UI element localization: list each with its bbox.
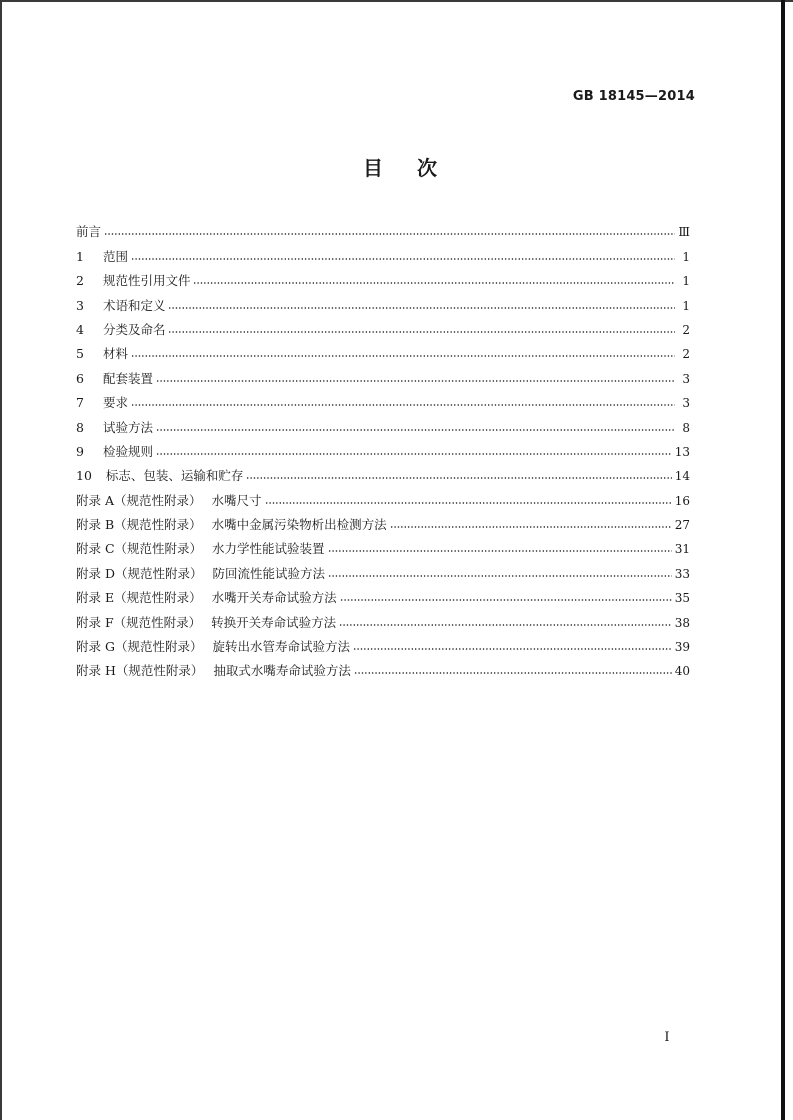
toc-entry-page: 14 [674,469,690,484]
toc-leader-dots [339,622,672,628]
toc-entry-page: Ⅲ [678,225,690,240]
toc-leader-dots [168,329,675,335]
toc-entry-label: 规范性引用文件 [102,273,191,289]
toc-entry-label: 水力学性能试验装置 [212,541,325,557]
toc-entry[interactable] [76,484,690,508]
toc-entry-number: 附录 H（规范性附录） [76,663,204,679]
toc-entry[interactable] [76,460,690,484]
toc-entry-page: 16 [674,493,690,508]
toc-entry-number: 附录 A（规范性附录） [76,492,202,508]
toc-leader-dots [156,427,675,433]
toc-entry-label: 防回流性能试验方法 [212,565,326,581]
toc-entry-label: 抽取式水嘴寿命试验方法 [213,663,351,679]
toc-entry-number: 2 [76,273,84,289]
toc-entry-page: 8 [682,420,690,435]
toc-leader-dots [246,475,671,481]
toc-entry-label: 转换开关寿命试验方法 [211,614,337,630]
toc-entry-number: 6 [76,370,84,386]
toc-entry[interactable] [76,436,690,460]
toc-entry[interactable] [76,362,690,386]
toc-entry-label: 分类及命名 [102,321,166,337]
toc-entry-label: 前言 [76,224,102,240]
table-of-contents [76,216,690,679]
toc-entry-page: 35 [674,591,690,606]
toc-leader-dots [131,402,675,408]
toc-entry[interactable] [76,240,690,264]
toc-entry-label: 检验规则 [102,443,153,459]
toc-leader-dots [156,378,675,384]
toc-entry-label: 标志、包装、运输和贮存 [105,468,244,484]
toc-entry-page: 1 [682,249,690,264]
scan-left-edge [0,0,2,1120]
toc-entry-number: 4 [76,321,84,337]
toc-entry-page: 31 [674,542,690,557]
toc-leader-dots [265,500,672,506]
toc-entry-number: 1 [76,248,84,264]
toc-entry[interactable] [76,387,690,411]
toc-leader-dots [131,353,675,359]
toc-leader-dots [354,670,672,676]
toc-entry[interactable] [76,509,690,533]
toc-entry-number: 附录 F（规范性附录） [76,614,202,630]
toc-entry[interactable] [76,216,690,240]
toc-entry-label: 水嘴尺寸 [211,492,262,508]
toc-leader-dots [353,646,672,652]
toc-leader-dots [156,451,672,457]
toc-entry[interactable] [76,582,690,606]
toc-entry[interactable] [76,411,690,435]
toc-leader-dots [168,305,675,311]
toc-entry-label: 要求 [102,395,128,411]
document-code: GB 18145—2014 [572,89,695,104]
toc-entry-page: 33 [674,566,690,581]
toc-leader-dots [328,548,672,554]
toc-entry[interactable] [76,533,690,557]
toc-entry-number: 附录 B（规范性附录） [76,517,202,533]
toc-entry-number: 附录 E（规范性附录） [76,590,202,606]
toc-entry-label: 水嘴中金属污染物析出检测方法 [211,517,387,533]
toc-entry-number: 附录 D（规范性附录） [76,565,203,581]
toc-leader-dots [328,573,672,579]
toc-entry-page: 39 [674,640,690,655]
toc-leader-dots [193,280,675,286]
toc-entry-number: 7 [76,395,84,411]
toc-title: 目次 [363,156,471,180]
toc-entry-label: 范围 [102,248,128,264]
toc-entry-label: 配套装置 [102,370,153,386]
toc-entry-page: 1 [682,298,690,313]
toc-entry-label: 材料 [102,346,128,362]
toc-entry-label: 水嘴开关寿命试验方法 [211,590,337,606]
toc-entry-page: 3 [682,371,690,386]
toc-leader-dots [131,256,675,262]
toc-entry-page: 1 [682,274,690,289]
toc-entry-page: 2 [682,322,690,337]
scan-right-edge [781,0,785,1120]
toc-leader-dots [340,597,672,603]
toc-entry-page: 13 [674,444,690,459]
toc-entry-page: 2 [682,347,690,362]
toc-entry-label: 旋转出水管寿命试验方法 [212,639,350,655]
toc-entry[interactable] [76,314,690,338]
scan-top-edge [0,0,793,2]
toc-entry-label: 试验方法 [102,419,153,435]
page-number: I [664,1030,670,1045]
toc-entry-number: 3 [76,297,84,313]
toc-entry-label: 术语和定义 [102,297,166,313]
toc-entry-page: 27 [674,518,690,533]
toc-leader-dots [390,524,672,530]
toc-entry-number: 8 [76,419,84,435]
toc-leader-dots [104,231,675,237]
toc-entry[interactable] [76,606,690,630]
toc-entry[interactable] [76,557,690,581]
toc-entry-page: 3 [682,396,690,411]
toc-entry[interactable] [76,338,690,362]
toc-entry[interactable] [76,289,690,313]
toc-entry-page: 40 [674,664,690,679]
toc-entry-number: 附录 G（规范性附录） [76,639,203,655]
toc-entry[interactable] [76,265,690,289]
toc-entry[interactable] [76,631,690,655]
toc-entry-number: 附录 C（规范性附录） [76,541,203,557]
toc-entry-page: 38 [674,615,690,630]
toc-entry-number: 9 [76,443,84,459]
toc-entry[interactable] [76,655,690,679]
toc-entry-number: 10 [76,468,92,484]
toc-entry-number: 5 [76,346,84,362]
